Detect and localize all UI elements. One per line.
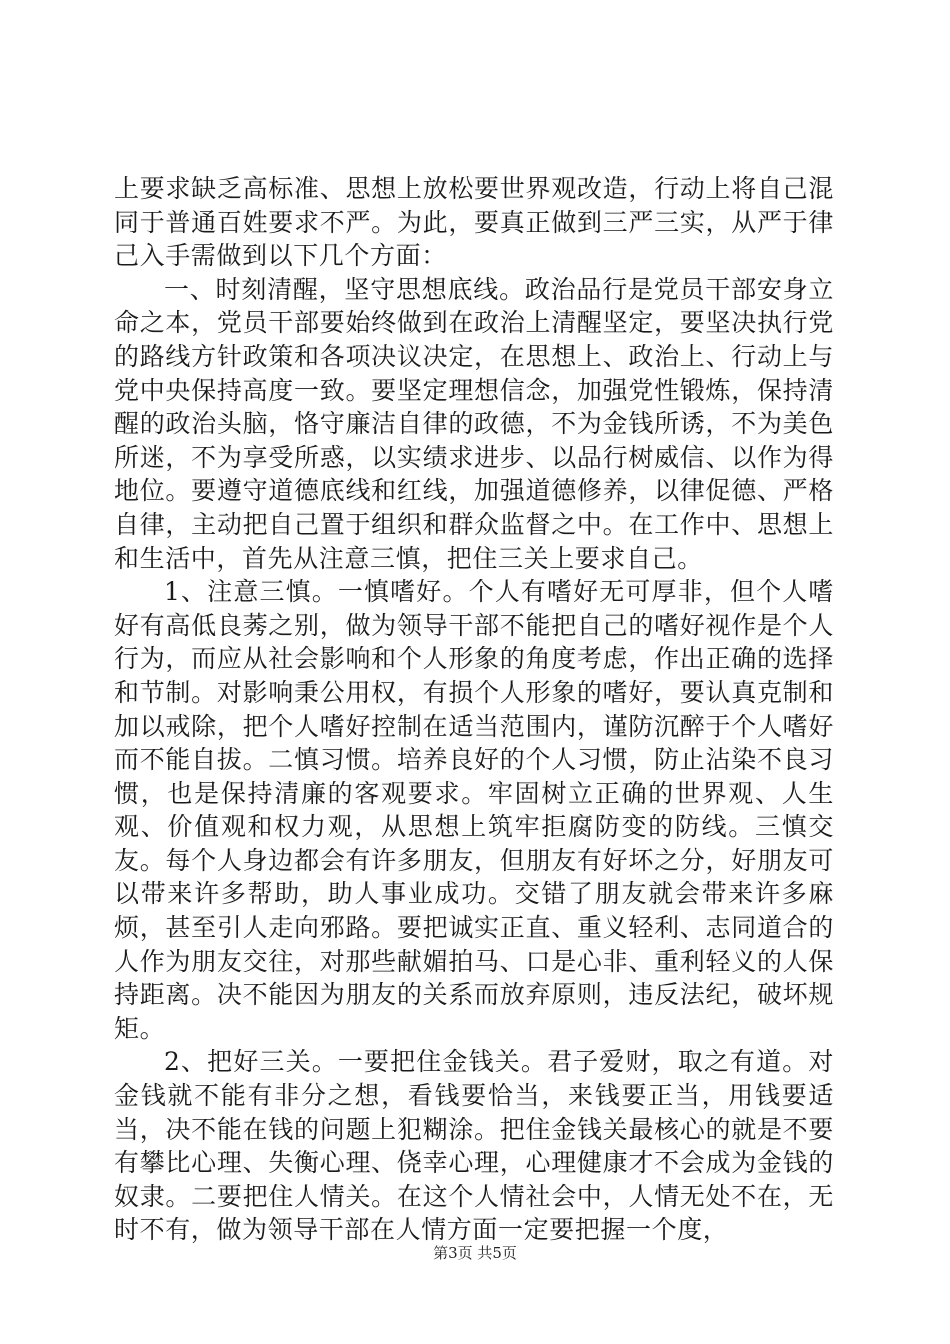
paragraph-three-gates: 2、把好三关。一要把住金钱关。君子爱财，取之有道。对金钱就不能有非分之想，看钱要恰当，来钱要正当，用钱要适当，决不能在钱的问题上犯糊涂。把住金钱关最核心的就是不要有攀比心理、失衡心理、侥幸心理，心理健康才不会成为金钱的奴隶。二要把住人情关。在这个人情社会中，人情无处不在，无时不有，做为领导干部在人情方面一定要把握一个度，	[114, 1047, 834, 1245]
paragraph-section-one: 一、时刻清醒，坚守思想底线。政治品行是党员干部安身立命之本，党员干部要始终做到在政治上清醒坚定，要坚决执行党的路线方针政策和各项决议决定，在思想上、政治上、行动上与党中央保持高度一致。要坚定理想信念，加强党性锻炼，保持清醒的政治头脑，恪守廉洁自律的政德，不为金钱所诱，不为美色所迷，不为享受所惑，以实绩求进步、以品行树威信、以作为得地位。要遵守道德底线和红线，加强道德修养，以律促德、严格自律，主动把自己置于组织和群众监督之中。在工作中、思想上和生活中，首先从注意三慎，把住三关上要求自己。	[114, 274, 834, 573]
document-body	[114, 172, 834, 1247]
paragraph-three-cautions: 1、注意三慎。一慎嗜好。个人有嗜好无可厚非，但个人嗜好有高低良莠之别，做为领导干部不能把自己的嗜好视作是个人行为，而应从社会影响和个人形象的角度考虑，作出正确的选择和节制。对影响秉公用权，有损个人形象的嗜好，要认真克制和加以戒除，把个人嗜好控制在适当范围内，谨防沉醉于个人嗜好而不能自拔。二慎习惯。培养良好的个人习惯，防止沾染不良习惯，也是保持清廉的客观要求。牢固树立正确的世界观、人生观、价值观和权力观，从思想上筑牢拒腐防变的防线。三慎交友。每个人身边都会有许多朋友，但朋友有好坏之分，好朋友可以带来许多帮助，助人事业成功。交错了朋友就会带来许多麻烦，甚至引人走向邪路。要把诚实正直、重义轻利、志同道合的人作为朋友交往，对那些献媚拍马、口是心非、重利轻义的人保持距离。决不能因为朋友的关系而放弃原则，违反法纪，破坏规矩。	[114, 577, 834, 1043]
paragraph-intro: 上要求缺乏高标准、思想上放松要世界观改造，行动上将自己混同于普通百姓要求不严。为此，要真正做到三严三实，从严于律己入手需做到以下几个方面：	[114, 174, 834, 271]
page-number-footer: 第3页 共5页	[433, 1244, 517, 1262]
